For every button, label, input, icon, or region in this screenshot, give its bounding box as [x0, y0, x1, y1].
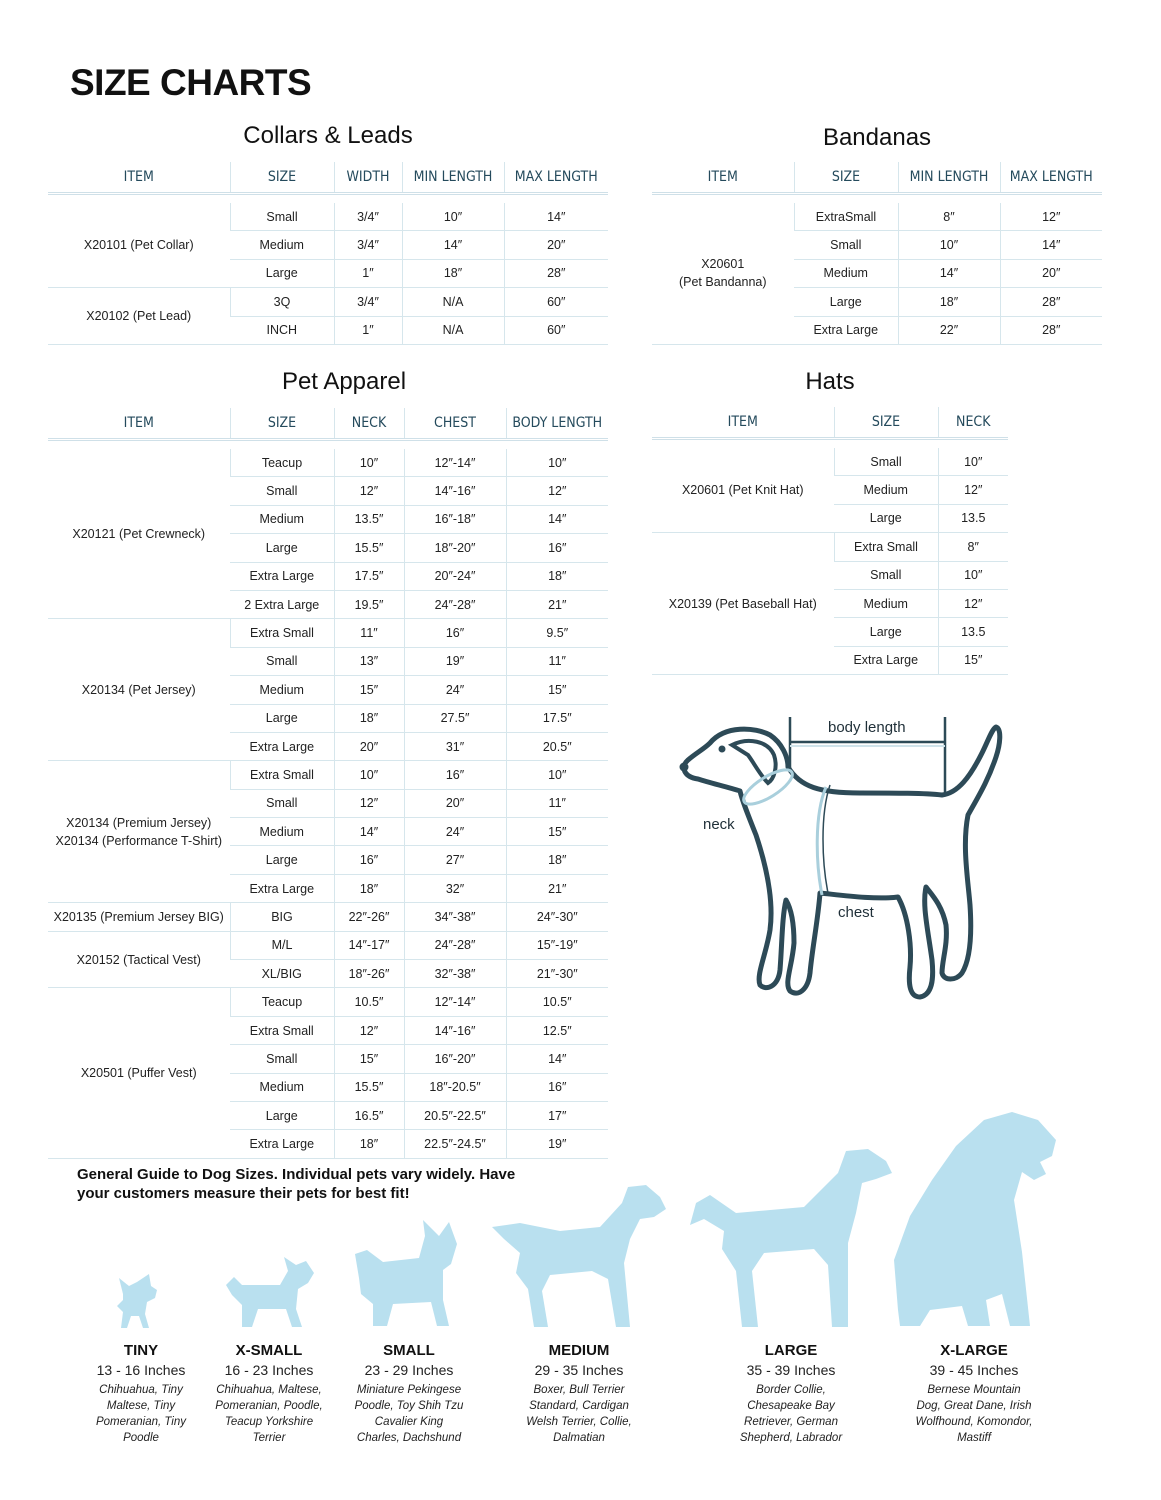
table-cell: Small	[230, 647, 334, 675]
table-cell: Large	[834, 618, 938, 646]
size-breeds	[508, 1382, 650, 1446]
table-cell: Extra Small	[230, 1016, 334, 1044]
large-dog-silhouette-icon	[688, 1147, 893, 1330]
table-cell: Extra Large	[230, 874, 334, 902]
table-cell: 14″-16″	[404, 1016, 506, 1044]
table-cell: N/A	[402, 316, 504, 344]
breed-line: Standard, Cardigan	[529, 1400, 629, 1412]
item-cell: X20601 (Pet Bandanna)	[652, 203, 794, 344]
table-cell: 28″	[1000, 316, 1102, 344]
collars-title: Collars & Leads	[243, 122, 413, 149]
table-cell: 13.5	[938, 504, 1008, 532]
breed-line: Chihuahua, Tiny	[99, 1384, 183, 1396]
table-cell: 12″	[1000, 203, 1102, 231]
table-cell: 20″-24″	[404, 562, 506, 590]
table-cell: 15″	[938, 646, 1008, 674]
column-header: NECK	[334, 408, 404, 440]
table-cell: Large	[794, 288, 898, 316]
table-cell: BIG	[230, 903, 334, 931]
table-cell: 12″-14″	[404, 449, 506, 477]
table-cell: 18″	[898, 288, 1000, 316]
table-cell: 10″	[334, 449, 404, 477]
breed-line: Terrier	[252, 1432, 286, 1444]
breed-line: Miniature Pekingese	[356, 1384, 462, 1396]
table-cell: 24″	[404, 818, 506, 846]
table-cell: Large	[230, 1101, 334, 1129]
size-x-large	[898, 1342, 1050, 1446]
table-cell: 3Q	[230, 288, 334, 316]
table-cell: 3/4″	[334, 203, 402, 231]
item-cell: X20152 (Tactical Vest)	[48, 931, 230, 988]
column-header: ITEM	[48, 408, 230, 440]
apparel-title: Pet Apparel	[281, 368, 407, 395]
breed-line: Dog, Great Dane, Irish	[916, 1400, 1032, 1412]
column-header: SIZE	[794, 162, 898, 194]
size-large	[722, 1342, 860, 1446]
table-cell: Medium	[230, 818, 334, 846]
column-header: WIDTH	[334, 162, 402, 194]
table-cell: 15″	[334, 1045, 404, 1073]
size-name: X-SMALL	[235, 1342, 303, 1359]
breed-line: Cavalier King	[374, 1416, 444, 1428]
table-cell: ExtraSmall	[794, 203, 898, 231]
table-cell: 14″	[898, 259, 1000, 287]
header-row	[48, 408, 608, 440]
table-cell: Small	[794, 231, 898, 259]
table-cell: 60″	[504, 316, 608, 344]
size-x-small	[204, 1342, 334, 1446]
apparel-table	[48, 408, 608, 1159]
table-cell: 15″-19″	[506, 931, 608, 959]
table-cell: 18″	[402, 259, 504, 287]
table-cell: Medium	[230, 1073, 334, 1101]
size-name: SMALL	[383, 1342, 435, 1359]
x-large-dog-silhouette-icon	[890, 1110, 1060, 1330]
table-cell: Large	[834, 504, 938, 532]
size-breeds	[722, 1382, 860, 1446]
table-cell: 24″-28″	[404, 931, 506, 959]
tiny-dog-silhouette-icon	[115, 1272, 165, 1330]
column-header: NECK	[938, 407, 1008, 439]
table-cell: Extra Large	[794, 316, 898, 344]
table-cell: 10.5″	[334, 988, 404, 1016]
item-cell: X20601 (Pet Knit Hat)	[652, 448, 834, 533]
hats-title: Hats	[805, 368, 855, 395]
breed-line: Welsh Terrier, Collie,	[526, 1416, 632, 1428]
table-cell: 16″-20″	[404, 1045, 506, 1073]
table-row	[652, 448, 1008, 476]
column-header: BODY LENGTH	[506, 408, 608, 440]
table-cell: 32″	[404, 874, 506, 902]
table-cell: 15″	[506, 818, 608, 846]
breed-line: Dalmatian	[553, 1432, 605, 1444]
table-cell: N/A	[402, 288, 504, 316]
table-cell: Small	[230, 477, 334, 505]
breed-line: Pomeranian, Poodle,	[215, 1400, 323, 1412]
table-cell: 20″	[504, 231, 608, 259]
table-cell: 3/4″	[334, 231, 402, 259]
table-cell: Large	[230, 704, 334, 732]
table-row	[652, 203, 1102, 231]
breed-line: Pomeranian, Tiny	[95, 1416, 187, 1428]
medium-dog-silhouette-icon	[490, 1183, 668, 1330]
table-cell: Medium	[794, 259, 898, 287]
breed-line: Wolfhound, Komondor,	[915, 1416, 1033, 1428]
table-cell: 20.5″	[506, 732, 608, 760]
table-cell: 10″	[334, 761, 404, 789]
column-header: ITEM	[48, 162, 230, 194]
table-cell: 16″-18″	[404, 505, 506, 533]
table-cell: Large	[230, 846, 334, 874]
breed-line: Maltese, Tiny	[106, 1400, 176, 1412]
table-row	[48, 988, 608, 1016]
table-cell: 13″	[334, 647, 404, 675]
table-cell: 20″	[1000, 259, 1102, 287]
size-name: X-LARGE	[940, 1342, 1008, 1359]
table-cell: 60″	[504, 288, 608, 316]
table-cell: 17.5″	[506, 704, 608, 732]
breed-line: Border Collie,	[756, 1384, 826, 1396]
table-cell: XL/BIG	[230, 960, 334, 988]
table-cell: 17.5″	[334, 562, 404, 590]
table-cell: 12″	[938, 589, 1008, 617]
table-cell: 18″-26″	[334, 960, 404, 988]
neck-label: neck	[703, 816, 735, 833]
table-cell: M/L	[230, 931, 334, 959]
table-row	[652, 533, 1008, 561]
table-cell: Medium	[230, 505, 334, 533]
table-cell: 3/4″	[334, 288, 402, 316]
table-cell: 13.5″	[334, 505, 404, 533]
table-cell: Small	[230, 789, 334, 817]
size-range: 23 - 29 Inches	[364, 1362, 454, 1378]
table-row	[48, 288, 608, 316]
table-cell: 13.5	[938, 618, 1008, 646]
table-cell: 9.5″	[506, 619, 608, 647]
table-cell: 18″	[506, 562, 608, 590]
table-cell: 14″	[334, 818, 404, 846]
table-cell: 20.5″-22.5″	[404, 1101, 506, 1129]
breed-line: Bernese Mountain	[927, 1384, 1021, 1396]
column-header: MAX LENGTH	[504, 162, 608, 194]
size-breeds	[80, 1382, 202, 1446]
table-cell: 27″	[404, 846, 506, 874]
column-header: SIZE	[834, 407, 938, 439]
table-cell: 22″-26″	[334, 903, 404, 931]
column-header: MIN LENGTH	[898, 162, 1000, 194]
table-cell: 10″	[402, 203, 504, 231]
table-cell: Medium	[834, 476, 938, 504]
table-cell: 18″	[334, 704, 404, 732]
table-cell: 16″	[506, 1073, 608, 1101]
table-cell: INCH	[230, 316, 334, 344]
size-small	[340, 1342, 478, 1446]
table-cell: 8″	[938, 533, 1008, 561]
table-cell: 16.5″	[334, 1101, 404, 1129]
size-range: 16 - 23 Inches	[224, 1362, 314, 1378]
collars-table	[48, 162, 608, 345]
table-row	[48, 203, 608, 231]
table-cell: Extra Small	[230, 619, 334, 647]
table-cell: 18″-20.5″	[404, 1073, 506, 1101]
item-cell: X20121 (Pet Crewneck)	[48, 449, 230, 619]
table-row	[48, 619, 608, 647]
table-cell: Medium	[230, 676, 334, 704]
table-cell: 22.5″-24.5″	[404, 1130, 506, 1158]
table-cell: 2 Extra Large	[230, 590, 334, 618]
table-cell: Small	[230, 1045, 334, 1073]
table-cell: 14″	[506, 1045, 608, 1073]
table-cell: 16″	[506, 534, 608, 562]
table-row	[48, 931, 608, 959]
measurement-diagram	[670, 705, 1020, 1005]
table-cell: 12″	[334, 1016, 404, 1044]
column-header: CHEST	[404, 408, 506, 440]
table-cell: 19″	[506, 1130, 608, 1158]
table-cell: 16″	[334, 846, 404, 874]
bandanas-title: Bandanas	[822, 124, 932, 151]
breed-line: Teacup Yorkshire	[224, 1416, 314, 1428]
table-cell: Medium	[834, 589, 938, 617]
breed-line: Chihuahua, Maltese,	[216, 1384, 322, 1396]
table-cell: Teacup	[230, 988, 334, 1016]
table-cell: 20″	[334, 732, 404, 760]
size-breeds	[898, 1382, 1050, 1446]
table-cell: 12″	[506, 477, 608, 505]
table-cell: 14″-16″	[404, 477, 506, 505]
size-range: 13 - 16 Inches	[96, 1362, 186, 1378]
breed-line: Mastiff	[957, 1432, 991, 1444]
table-row	[48, 761, 608, 789]
table-cell: 15″	[334, 676, 404, 704]
table-cell: 19.5″	[334, 590, 404, 618]
size-tiny	[80, 1342, 202, 1446]
table-cell: 12″-14″	[404, 988, 506, 1016]
table-cell: 10″	[938, 448, 1008, 476]
item-cell: X20135 (Premium Jersey BIG)	[48, 903, 230, 931]
breed-line: Charles, Dachshund	[356, 1432, 462, 1444]
header-row	[48, 162, 608, 194]
table-cell: 10″	[506, 761, 608, 789]
table-cell: 1″	[334, 259, 402, 287]
column-header: SIZE	[230, 408, 334, 440]
table-cell: Extra Small	[834, 533, 938, 561]
breed-line: Poodle	[123, 1432, 159, 1444]
table-cell: Extra Large	[230, 562, 334, 590]
size-name: MEDIUM	[548, 1342, 610, 1359]
table-cell: 18″	[334, 874, 404, 902]
table-cell: Teacup	[230, 449, 334, 477]
table-cell: 12″	[334, 789, 404, 817]
breed-line: Shepherd, Labrador	[739, 1432, 843, 1444]
table-cell: 10″	[938, 561, 1008, 589]
table-cell: 14″	[506, 505, 608, 533]
table-cell: 16″	[404, 619, 506, 647]
table-cell: 22″	[898, 316, 1000, 344]
table-cell: 14″-17″	[334, 931, 404, 959]
table-row	[48, 449, 608, 477]
page-title: SIZE CHARTS	[70, 62, 312, 103]
table-cell: 11″	[506, 789, 608, 817]
table-cell: Large	[230, 259, 334, 287]
table-cell: Extra Large	[834, 646, 938, 674]
table-cell: 10″	[506, 449, 608, 477]
table-cell: Small	[834, 448, 938, 476]
table-cell: 8″	[898, 203, 1000, 231]
table-cell: 10″	[898, 231, 1000, 259]
table-cell: Small	[834, 561, 938, 589]
size-range: 39 - 45 Inches	[929, 1362, 1019, 1378]
size-range: 29 - 35 Inches	[534, 1362, 624, 1378]
table-cell: 21″-30″	[506, 960, 608, 988]
breed-line: Retriever, German	[744, 1416, 838, 1428]
table-cell: Extra Large	[230, 1130, 334, 1158]
item-cell: X20501 (Puffer Vest)	[48, 988, 230, 1158]
column-header: ITEM	[652, 162, 794, 194]
table-cell: 12″	[938, 476, 1008, 504]
table-cell: 12.5″	[506, 1016, 608, 1044]
table-cell: 1″	[334, 316, 402, 344]
table-cell: 14″	[504, 203, 608, 231]
table-cell: 18″	[334, 1130, 404, 1158]
header-row	[652, 162, 1102, 194]
table-cell: 21″	[506, 874, 608, 902]
table-cell: 27.5″	[404, 704, 506, 732]
item-cell: X20102 (Pet Lead)	[48, 288, 230, 345]
dog-outline-icon	[670, 705, 1020, 1005]
table-cell: 24″	[404, 676, 506, 704]
x-small-dog-silhouette-icon	[222, 1255, 317, 1330]
table-cell: 15″	[506, 676, 608, 704]
table-cell: 12″	[334, 477, 404, 505]
breed-line: Chesapeake Bay	[747, 1400, 835, 1412]
table-cell: 24″-28″	[404, 590, 506, 618]
column-header: MAX LENGTH	[1000, 162, 1102, 194]
table-cell: Large	[230, 534, 334, 562]
table-cell: 14″	[1000, 231, 1102, 259]
bandanas-table	[652, 162, 1102, 345]
table-cell: 10.5″	[506, 988, 608, 1016]
item-cell: X20101 (Pet Collar)	[48, 203, 230, 288]
table-cell: 34″-38″	[404, 903, 506, 931]
small-dog-silhouette-icon	[353, 1218, 465, 1330]
header-row	[652, 407, 1008, 439]
table-cell: 32″-38″	[404, 960, 506, 988]
table-cell: 28″	[1000, 288, 1102, 316]
table-cell: 21″	[506, 590, 608, 618]
table-cell: 11″	[334, 619, 404, 647]
table-cell: 20″	[404, 789, 506, 817]
hats-table	[652, 407, 1008, 675]
table-cell: 18″-20″	[404, 534, 506, 562]
size-breeds	[204, 1382, 334, 1446]
chest-label: chest	[838, 904, 874, 921]
table-cell: 31″	[404, 732, 506, 760]
table-cell: Extra Large	[230, 732, 334, 760]
column-header: SIZE	[230, 162, 334, 194]
table-cell: Medium	[230, 231, 334, 259]
table-cell: 15.5″	[334, 534, 404, 562]
body-length-label: body length	[828, 719, 906, 736]
size-range: 35 - 39 Inches	[746, 1362, 836, 1378]
table-cell: 24″-30″	[506, 903, 608, 931]
table-cell: Small	[230, 203, 334, 231]
table-cell: 15.5″	[334, 1073, 404, 1101]
size-guide-intro: General Guide to Dog Sizes. Individual pets vary widely. Have your customers measure their pets for best fit!	[77, 1166, 516, 1202]
table-cell: 14″	[402, 231, 504, 259]
table-cell: 28″	[504, 259, 608, 287]
size-breeds	[340, 1382, 478, 1446]
table-cell: 18″	[506, 846, 608, 874]
column-header: ITEM	[652, 407, 834, 439]
breed-line: Poodle, Toy Shih Tzu	[354, 1400, 464, 1412]
table-row	[48, 903, 608, 931]
size-name: TINY	[123, 1342, 159, 1359]
item-cell: X20139 (Pet Baseball Hat)	[652, 533, 834, 675]
size-name: LARGE	[764, 1342, 818, 1359]
item-cell: X20134 (Pet Jersey)	[48, 619, 230, 761]
breed-line: Boxer, Bull Terrier	[533, 1384, 625, 1396]
item-cell: X20134 (Premium Jersey) X20134 (Performance T-Shirt)	[48, 761, 230, 903]
table-cell: Extra Small	[230, 761, 334, 789]
table-cell: 17″	[506, 1101, 608, 1129]
table-cell: 11″	[506, 647, 608, 675]
table-cell: 19″	[404, 647, 506, 675]
table-cell: 16″	[404, 761, 506, 789]
column-header: MIN LENGTH	[402, 162, 504, 194]
size-medium	[508, 1342, 650, 1446]
